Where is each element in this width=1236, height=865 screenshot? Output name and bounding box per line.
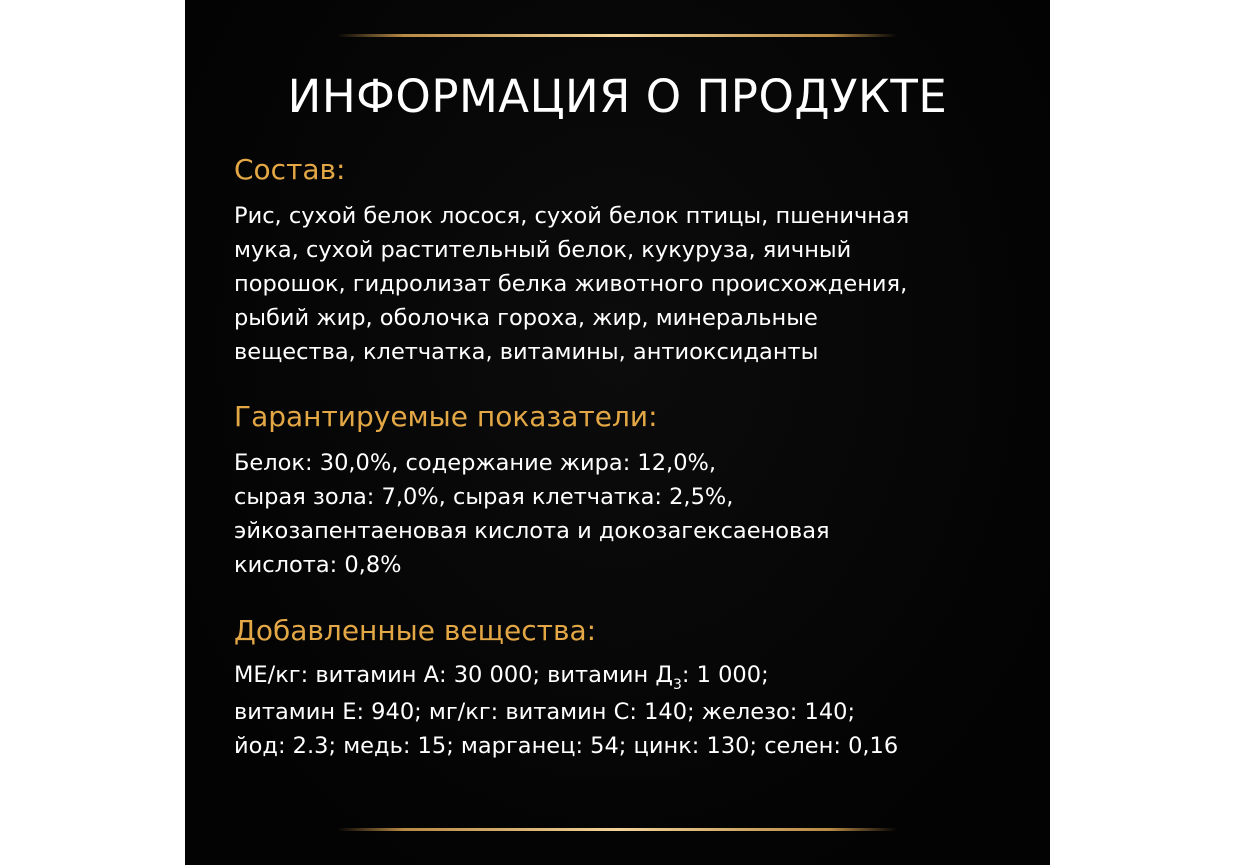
- additives-line1-start: МЕ/кг: витамин А: 30 000; витамин Д: [234, 662, 673, 688]
- composition-line: мука, сухой растительный белок, кукуруза, яичный: [234, 237, 852, 263]
- composition-line: вещества, клетчатка, витамины, антиоксиданты: [234, 339, 819, 365]
- guaranteed-heading: Гарантируемые показатели:: [234, 400, 658, 433]
- additives-text: [234, 658, 1014, 763]
- composition-heading: Состав:: [234, 153, 346, 186]
- guaranteed-text: [234, 446, 1014, 582]
- composition-line: рыбий жир, оболочка гороха, жир, минеральные: [234, 305, 818, 331]
- product-info-panel: [185, 0, 1050, 865]
- guaranteed-line: эйкозапентаеновая кислота и докозагексаеновая: [234, 518, 830, 544]
- additives-line1-end: : 1 000;: [681, 662, 769, 688]
- composition-line: Рис, сухой белок лосося, сухой белок птицы, пшеничная: [234, 203, 910, 229]
- bottom-gold-divider: [337, 828, 897, 831]
- page-title: ИНФОРМАЦИЯ О ПРОДУКТЕ: [287, 70, 948, 123]
- composition-text: [234, 199, 1014, 369]
- vitamin-d-subscript: 3: [673, 677, 682, 693]
- additives-line: йод: 2.3; медь: 15; марганец: 54; цинк: 130; селен: 0,16: [234, 733, 899, 759]
- additives-heading: Добавленные вещества:: [234, 614, 597, 647]
- additives-line: витамин Е: 940; мг/кг: витамин С: 140; железо: 140;: [234, 699, 856, 725]
- composition-line: порошок, гидролизат белка животного происхождения,: [234, 271, 908, 297]
- guaranteed-line: кислота: 0,8%: [234, 552, 402, 578]
- guaranteed-line: Белок: 30,0%, содержание жира: 12,0%,: [234, 450, 717, 476]
- top-gold-divider: [337, 34, 897, 37]
- additives-line: [234, 658, 1014, 695]
- guaranteed-line: сырая зола: 7,0%, сырая клетчатка: 2,5%,: [234, 484, 734, 510]
